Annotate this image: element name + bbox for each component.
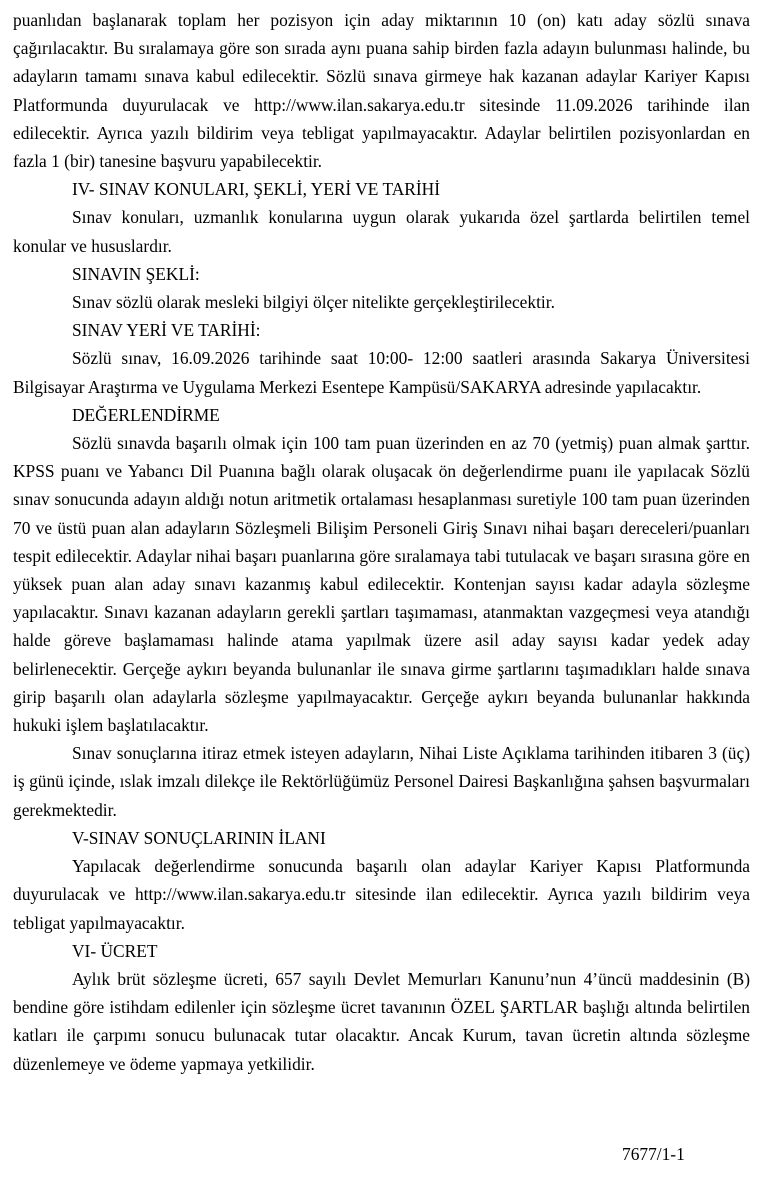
heading-results-announcement: V-SINAV SONUÇLARININ İLANI bbox=[72, 827, 326, 848]
heading-exam-topics: IV- SINAV KONULARI, ŞEKLİ, YERİ VE TARİHİ bbox=[72, 179, 440, 200]
paragraph-evaluation: Sözlü sınavda başarılı olmak için 100 tam puan üzerinden en az 70 (yetmiş) puan almak şarttır. KPSS puanı ve Yabancı Dil Puanına bağlı olarak oluşacak ön değerlendirme puanı ile yapılacak Sözlü sınav sonucunda adayın aldığı notun aritmetik ortalaması hesaplanması suretiyle 100 tam puan üzerinden 70 ve üstü puan alan adayların Sözleşmeli Bilişim Personeli Giriş Sınavı nihai başarı dereceleri/puanları tespit edilecektir. Adaylar nihai başarı puanlarına göre sıralamaya tabi tutulacak ve başarı sırasına göre en yüksek puan alan aday sınavı kazanmış kabul edilecektir. Kontenjan sayısı kadar adayla sözleşme yapılacaktır. Sınavı kazanan adayların gerekli şartları taşımaması, atanmaktan vazgeçmesi veya atandığı halde göreve başlamaması halinde atama yapılmak üzere asil aday sayısı kadar yedek aday belirlenecektir. Gerçeğe aykırı beyanda bulunanlar ile sınava girme şartlarını taşımadıkları halde sınava girip başarılı olan adaylarla sözleşme yapılmayacaktır. Gerçeğe aykırı beyanda bulunanlar hakkında hukuki işlem başlatılacaktır. bbox=[13, 433, 750, 736]
heading-exam-place-date: SINAV YERİ VE TARİHİ: bbox=[72, 320, 261, 341]
paragraph-exam-format: Sınav sözlü olarak mesleki bilgiyi ölçer nitelikte gerçekleştirilecektir. bbox=[72, 292, 555, 313]
paragraph-exam-place-date: Sözlü sınav, 16.09.2026 tarihinde saat 10:00- 12:00 saatleri arasında Sakarya Üniversitesi Bilgisayar Araştırma ve Uygulama Merkezi Esentepe Kampüsü/SAKARYA adresinde yapılacaktır. bbox=[13, 348, 750, 397]
paragraph-candidate-call: puanlıdan başlanarak toplam her pozisyon için aday miktarının 10 (on) katı aday sözlü sınava çağırılacaktır. Bu sıralamaya göre son sırada aynı puana sahip birden fazla adayın bulunması halinde, bu adayların tamamı sınava kabul edilecektir. Sözlü sınava girmeye hak kazanan adaylar Kariyer Kapısı Platformunda duyurulacak ve http://www.ilan.sakarya.edu.tr sitesinde 11.09.2026 tarihinde ilan edilecektir. Ayrıca yazılı bildirim veya tebligat yapılmayacaktır. Adaylar belirtilen pozisyonlardan en fazla 1 (bir) tanesine başvuru yapabilecektir. bbox=[13, 10, 750, 172]
paragraph-salary: Aylık brüt sözleşme ücreti, 657 sayılı Devlet Memurları Kanunu’nun 4’üncü maddesinin (B) bendine göre istihdam edilenler için sözleşme ücret tavanının ÖZEL ŞARTLAR başlığı altında belirtilen katları ile çarpımı sonucu bulunacak tutar olacaktır. Ancak Kurum, tavan ücretin altında sözleşme düzenlemeye ve ödeme yapmaya yetkilidir. bbox=[13, 968, 750, 1074]
paragraph-exam-topics: Sınav konuları, uzmanlık konularına uygun olarak yukarıda özel şartlarda belirtilen temel konular ve hususlardır. bbox=[13, 207, 750, 256]
paragraph-results-announcement: Yapılacak değerlendirme sonucunda başarılı olan adaylar Kariyer Kapısı Platformunda duyurulacak ve http://www.ilan.sakarya.edu.tr sitesinde ilan edilecektir. Ayrıca yazılı bildirim veya tebligat yapılmayacaktır. bbox=[13, 856, 750, 933]
heading-evaluation: DEĞERLENDİRME bbox=[72, 404, 220, 425]
page-reference: 7677/1-1 bbox=[622, 1144, 685, 1164]
document-body bbox=[13, 6, 750, 1078]
heading-salary: VI- ÜCRET bbox=[72, 940, 158, 961]
heading-exam-format: SINAVIN ŞEKLİ: bbox=[72, 263, 200, 284]
paragraph-objection: Sınav sonuçlarına itiraz etmek isteyen adayların, Nihai Liste Açıklama tarihinden itibaren 3 (üç) iş günü içinde, ıslak imzalı dilekçe ile Rektörlüğümüz Personel Dairesi Başkanlığına şahsen başvurmaları gerekmektedir. bbox=[13, 743, 750, 820]
